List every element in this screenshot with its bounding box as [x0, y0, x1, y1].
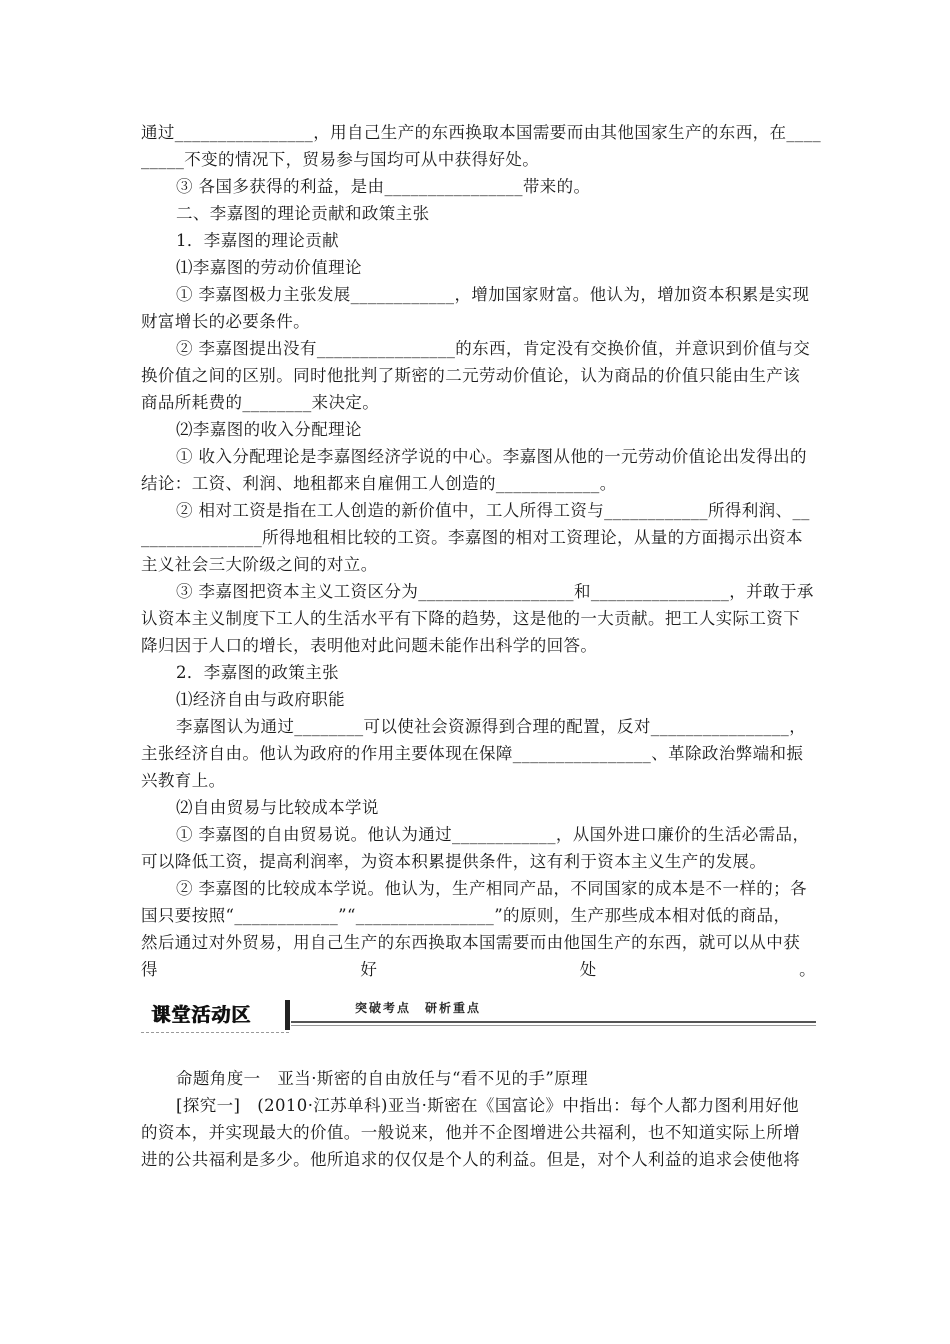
section-text	[141, 119, 821, 956]
document-body	[141, 119, 821, 1173]
banner-rule	[291, 1021, 816, 1023]
text-line: 命题角度一 亚当·斯密的自由放任与“看不见的手”原理	[176, 1069, 589, 1088]
text-line: 李嘉图认为通过________可以使社会资源得到合理的配置，反对________________，	[176, 717, 807, 736]
text-line: 主张经济自由。他认为政府的作用主要体现在保障________________、革除政治弊端和振	[141, 744, 804, 763]
text-line: ⑵李嘉图的收入分配理论	[176, 420, 362, 439]
text-line: 二、李嘉图的理论贡献和政策主张	[176, 204, 430, 223]
text-line: ① 收入分配理论是李嘉图经济学说的中心。李嘉图从他的一元劳动价值论出发得出的	[176, 447, 807, 466]
text-line: 兴教育上。	[141, 771, 226, 790]
text-line: 进的公共福利是多少。他所追求的仅仅是个人的利益。但是，对个人利益的追求会使他将	[141, 1150, 801, 1169]
text-line: 认资本主义制度下工人的生活水平有下降的趋势，这是他的一大贡献。把工人实际工资下	[141, 609, 801, 628]
text-line: 然后通过对外贸易，用自己生产的东西换取本国需要而由他国生产的东西，就可以从中获	[141, 933, 801, 952]
text-line: ⑵自由贸易与比较成本学说	[176, 798, 379, 817]
text-line: [探究一] (2010·江苏单科)亚当·斯密在《国富论》中指出：每个人都力图利用好他	[176, 1096, 800, 1115]
spread-char: 得	[141, 960, 158, 979]
banner-underline	[141, 1032, 289, 1033]
text-line: 2．李嘉图的政策主张	[176, 663, 339, 682]
text-line: 换价值之间的区别。同时他批判了斯密的二元劳动价值论，认为商品的价值只能由生产该	[141, 366, 801, 385]
text-line: ⑴李嘉图的劳动价值理论	[176, 258, 362, 277]
text-line: 通过________________，用自己生产的东西换取本国需要而由其他国家生产的东西，在____	[141, 123, 821, 142]
text-line: ① 李嘉图的自由贸易说。他认为通过____________，从国外进口廉价的生活必需品，	[176, 825, 810, 844]
spread-line	[141, 956, 816, 983]
spread-char: 处	[579, 960, 597, 979]
text-line: ③ 各国多获得的利益，是由________________带来的。	[176, 177, 591, 196]
text-line: ⑴经济自由与政府职能	[176, 690, 345, 709]
text-line: 主义社会三大阶级之间的对立。	[141, 555, 378, 574]
text-line: _____不变的情况下，贸易参与国均可从中获得好处。	[141, 150, 540, 169]
banner-rule-thin	[291, 1025, 816, 1026]
text-line: 的资本，并实现最大的价值。一般说来，他并不企图增进公共福利，也不知道实际上所增	[141, 1123, 801, 1142]
banner-title: 课堂活动区	[151, 1004, 252, 1026]
text-line: ② 李嘉图的比较成本学说。他认为，生产相同产品，不同国家的成本是不一样的；各	[176, 879, 807, 898]
text-line: ① 李嘉图极力主张发展____________，增加国家财富。他认为，增加资本积累是实现	[176, 285, 810, 304]
spread-char: 。	[799, 960, 816, 979]
text-line: 1．李嘉图的理论贡献	[176, 231, 339, 250]
text-line: 降归因于人口的增长，表明他对此问题未能作出科学的回答。	[141, 636, 598, 655]
text-line: 商品所耗费的________来决定。	[141, 393, 380, 412]
banner-subtitle: 突破考点 研析重点	[355, 1001, 482, 1015]
section-text-activity	[141, 1065, 816, 1173]
banner-bar	[285, 1000, 290, 1030]
text-line: 国只要按照“____________”“________________”的原则，生产那些成本相对低的商品，	[141, 906, 791, 925]
text-line: 可以降低工资，提高利润率，为资本积累提供条件，这有利于资本主义生产的发展。	[141, 852, 767, 871]
text-line: ② 相对工资是指在工人创造的新价值中，工人所得工资与____________所得利润、__	[176, 501, 810, 520]
text-line: 财富增长的必要条件。	[141, 312, 310, 331]
section-banner	[141, 997, 816, 1037]
spread-char: 好	[360, 960, 378, 979]
text-line: ______________所得地租相比较的工资。李嘉图的相对工资理论，从量的方面揭示出资本	[141, 528, 803, 547]
text-line: 结论：工资、利润、地租都来自雇佣工人创造的____________。	[141, 474, 617, 493]
text-line: ② 李嘉图提出没有________________的东西，肯定没有交换价值，并意识到价值与交	[176, 339, 811, 358]
text-line: ③ 李嘉图把资本主义工资区分为__________________和________________，并敢于承	[176, 582, 814, 601]
